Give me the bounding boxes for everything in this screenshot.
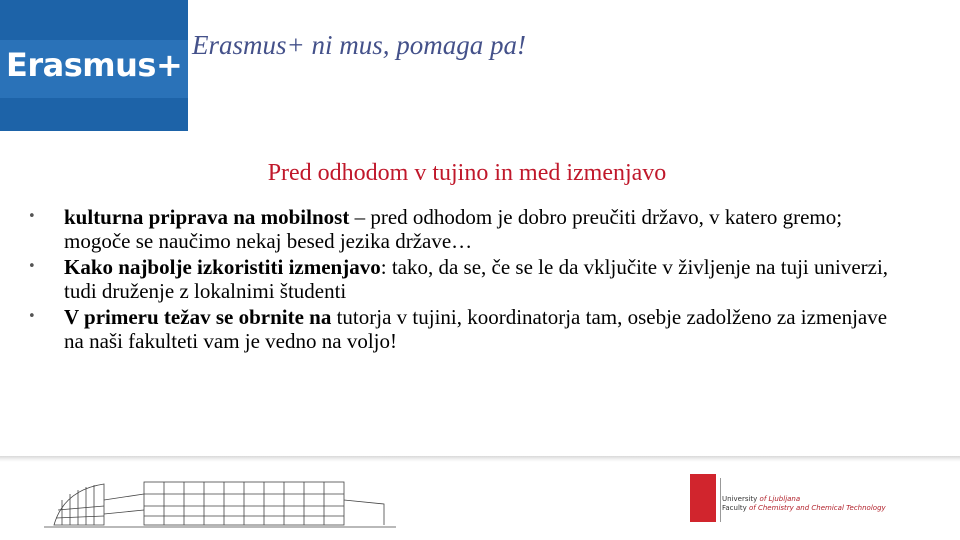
- bullet-list: [28, 205, 908, 355]
- bullet-bold-text: V primeru težav se obrnite na: [64, 305, 332, 329]
- bullet-dot: •: [28, 259, 36, 274]
- uni-line2-b: of Chemistry and Chemical Technology: [749, 504, 886, 512]
- bullet-text: – pred odhodom je dobro preučiti državo, v katero gremo; mogoče se naučimo nekaj besed jezika države…: [64, 205, 843, 253]
- university-logo-icon: [690, 474, 716, 522]
- bullet-dot: •: [28, 309, 36, 324]
- bullet-bold-text: kulturna priprava na mobilnost: [64, 205, 350, 229]
- erasmus-logo-text: Erasmus+: [6, 46, 183, 84]
- bullet-dot: •: [28, 209, 36, 224]
- uni-line2-a: Faculty: [722, 504, 750, 512]
- footer-divider: [0, 456, 960, 462]
- faculty-building-illustration: [44, 470, 396, 530]
- uni-line1-b: of Ljubljana: [759, 495, 801, 503]
- erasmus-logo: [0, 0, 188, 131]
- logo-separator: [720, 478, 721, 522]
- tagline: Erasmus+ ni mus, pomaga pa!: [192, 30, 526, 60]
- bullet-bold-text: Kako najbolje izkoristiti izmenjavo: [64, 255, 381, 279]
- slide-title: Pred odhodom v tujino in med izmenjavo: [267, 160, 667, 186]
- bullet-text: : tako, da se, če se le da vključite v življenje na tuji univerzi, tudi druženje z lokalnimi študenti: [64, 255, 889, 303]
- bullet-item: [28, 205, 908, 253]
- uni-line1-a: University: [722, 495, 760, 503]
- bullet-text: tutorja v tujini, koordinatorja tam, osebje zadolženo za izmenjave na naši fakulteti vam je vedno na voljo!: [64, 305, 888, 353]
- bullet-item: [28, 305, 908, 353]
- bullet-item: [28, 255, 908, 303]
- university-name: [722, 495, 886, 513]
